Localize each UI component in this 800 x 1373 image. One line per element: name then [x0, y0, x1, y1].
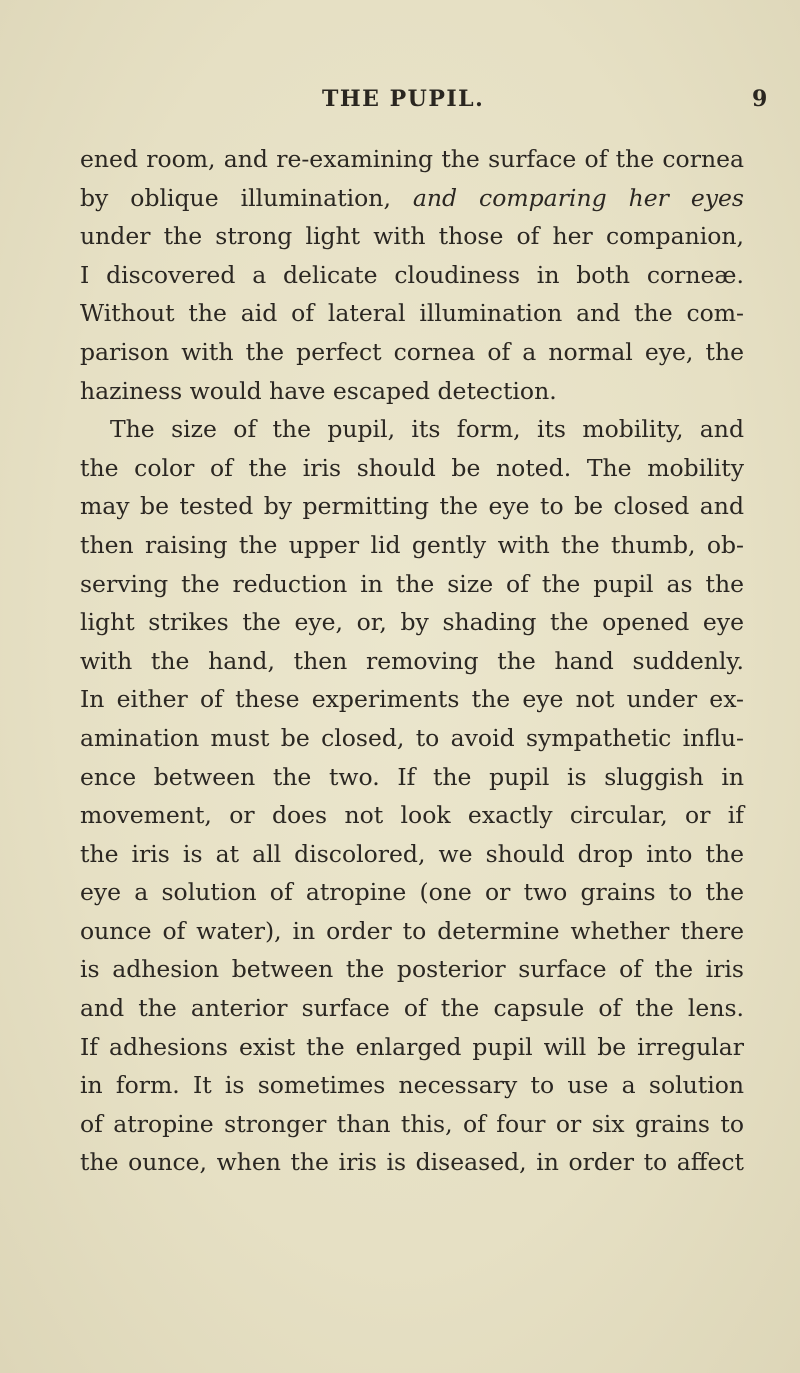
text-line [80, 179, 744, 218]
text-line: In either of these experiments the eye not under ex- [80, 685, 744, 714]
text-line: eye a solution of atropine (one or two grains to the [80, 878, 744, 907]
text-span: by oblique illumination, [80, 183, 413, 212]
text-line: ounce of water), in order to determine whether there [80, 916, 744, 945]
running-head-title: THE PUPIL. [322, 86, 485, 112]
text-line: may be tested by permitting the eye to be closed and [80, 492, 744, 521]
text-line: amination must be closed, to avoid sympathetic influ- [80, 723, 744, 752]
body-text [80, 140, 744, 1182]
text-line: in form. It is sometimes necessary to use a solution [80, 1071, 744, 1100]
page-number: 9 [752, 86, 768, 112]
italic-text-span: and comparing her eyes [412, 183, 744, 212]
text-line: haziness would have escaped detection. [80, 376, 557, 405]
text-line: and the anterior surface of the capsule of the lens. [80, 994, 744, 1023]
text-line: is adhesion between the posterior surface of the iris [80, 955, 744, 984]
text-line: the iris is at all discolored, we should drop into the [80, 839, 744, 868]
text-line: If adhesions exist the enlarged pupil will be irregular [80, 1032, 744, 1061]
text-line: light strikes the eye, or, by shading the opened eye [80, 608, 744, 637]
text-line: ence between the two. If the pupil is sluggish in [80, 762, 744, 791]
text-line: movement, or does not look exactly circular, or if [80, 801, 744, 830]
text-line: the color of the iris should be noted. The mobility [80, 453, 744, 482]
text-line: ened room, and re-examining the surface of the cornea [80, 145, 744, 173]
text-line: then raising the upper lid gently with the thumb, ob- [80, 530, 744, 559]
text-line: with the hand, then removing the hand suddenly. [80, 646, 744, 675]
text-line: parison with the perfect cornea of a normal eye, the [80, 337, 744, 366]
text-line: Without the aid of lateral illumination and the com- [80, 299, 744, 328]
paragraph-first-line: The size of the pupil, its form, its mobility, and [110, 415, 744, 444]
text-line: I discovered a delicate cloudiness in both corneæ. [80, 260, 744, 289]
running-head [0, 86, 800, 116]
text-line: of atropine stronger than this, of four or six grains to [80, 1109, 744, 1138]
text-line: under the strong light with those of her companion, [80, 222, 744, 251]
text-line: the ounce, when the iris is diseased, in order to affect [80, 1148, 744, 1177]
text-line: serving the reduction in the size of the pupil as the [80, 569, 744, 598]
